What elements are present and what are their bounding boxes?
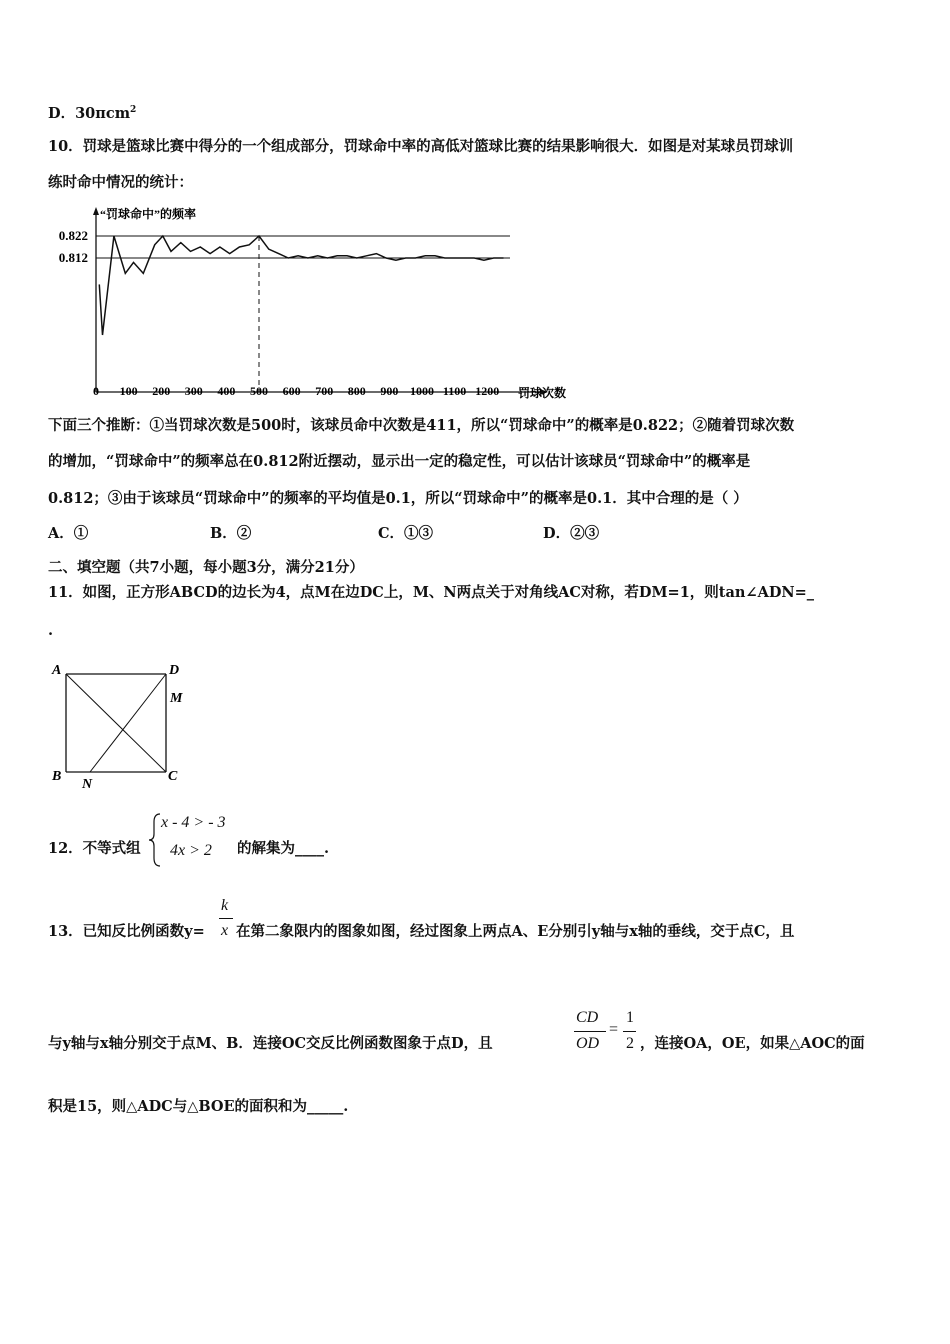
x-tick-500: 500 — [250, 384, 268, 398]
y-axis-arrow — [93, 207, 99, 215]
x-tick-100: 100 — [119, 384, 138, 398]
q13-fraction-two: 2 — [626, 1035, 634, 1052]
x-tick-1000: 1000 — [410, 384, 434, 398]
q12-inequality-1: x - 4 > - 3 — [161, 814, 226, 831]
q10-option-d: D．②③ — [543, 525, 600, 542]
q13-fraction-one: 1 — [626, 1009, 634, 1026]
q13-fraction-x: x — [221, 922, 229, 939]
x-tick-1100: 1100 — [442, 384, 467, 398]
y-axis-label: “罚球命中”的频率 — [100, 207, 197, 221]
q13-fraction-bar — [219, 918, 233, 919]
q13-fraction-cd: CD — [576, 1009, 599, 1026]
q13-fraction-od: OD — [576, 1035, 600, 1052]
q13-fraction-k: k — [221, 897, 229, 914]
x-tick-400: 400 — [217, 384, 236, 398]
free-throw-chart — [40, 202, 570, 402]
q10-para1: 下面三个推断：①当罚球次数是500时，该球员命中次数是411，所以“罚球命中”的概率是0.822；②随着罚球次数 — [48, 417, 795, 434]
label-a: A — [52, 663, 62, 678]
q13-fraction-half-bar — [623, 1031, 636, 1032]
x-axis-label: 罚球次数 — [518, 386, 567, 400]
q10-para3: 0.812；③由于该球员“罚球命中”的频率的平均值是0.1，所以“罚球命中”的概率是0.1．其中合理的是（ ） — [48, 490, 748, 507]
q11-tail: . — [48, 622, 54, 639]
x-tick-0: 0 — [93, 384, 99, 398]
q12-suffix: 的解集为____. — [237, 840, 330, 857]
x-tick-200: 200 — [152, 384, 171, 398]
x-tick-300: 300 — [184, 384, 203, 398]
q12-brace — [148, 812, 162, 868]
x-tick-700: 700 — [315, 384, 334, 398]
diagonal-ac — [66, 674, 166, 772]
q13-line2-suffix: ，连接OA，OE，如果△AOC的面 — [640, 1035, 865, 1052]
q12-prefix: 12．不等式组 — [48, 840, 141, 857]
q13-equals: = — [609, 1021, 619, 1038]
q13-line2-prefix: 与y轴与x轴分别交于点M、B．连接OC交反比例函数图象于点D，且 — [48, 1035, 493, 1052]
section2-heading: 二、填空题（共7小题，每小题3分，满分21分） — [48, 559, 364, 576]
x-tick-1200: 1200 — [475, 384, 500, 398]
label-m: M — [170, 691, 183, 706]
label-c: C — [168, 769, 178, 784]
label-n: N — [82, 777, 93, 790]
q10-para2: 的增加，“罚球命中”的频率总在0.812附近摆动，显示出一定的稳定性，可以估计该球员“罚球命中”的概率是 — [48, 453, 751, 470]
q13-line1-suffix: 在第二象限内的图象如图，经过图象上两点A、E分别引y轴与x轴的垂线，交于点C，且 — [236, 923, 795, 940]
q11-text: 11．如图，正方形ABCD的边长为4，点M在边DC上，M、N两点关于对角线AC对称，若DM=1，则tan∠ADN=_ — [48, 584, 815, 601]
q13-fraction-cd-od-bar — [574, 1031, 606, 1032]
q10-option-b: B．② — [210, 525, 252, 542]
q10-option-a: A．① — [48, 525, 89, 542]
q10-text-line2: 练时命中情况的统计： — [48, 174, 193, 191]
x-tick-600: 600 — [282, 384, 301, 398]
series-line — [99, 236, 503, 335]
y-tick-0812: 0.812 — [58, 250, 88, 265]
y-tick-0822: 0.822 — [58, 228, 88, 243]
x-ticks — [93, 384, 499, 398]
q12-inequality-2: 4x > 2 — [170, 842, 212, 859]
q10-option-c: C．①③ — [378, 525, 434, 542]
segment-dn — [90, 674, 166, 772]
q9-option-d-text: D．30πcm — [48, 105, 131, 122]
q13-line3: 积是15，则△ADC与△BOE的面积和为_____. — [48, 1098, 349, 1115]
x-tick-800: 800 — [347, 384, 366, 398]
label-d: D — [169, 663, 180, 678]
q10-text-line1: 10．罚球是篮球比赛中得分的一个组成部分，罚球命中率的高低对篮球比赛的结果影响很大．如图是对某球员罚球训 — [48, 138, 794, 155]
q13-line1-prefix: 13．已知反比例函数y= — [48, 923, 205, 940]
q9-option-d-exponent: 2 — [130, 105, 137, 116]
q9-option-d — [48, 104, 136, 124]
q11-square-figure — [46, 660, 206, 790]
x-tick-900: 900 — [380, 384, 399, 398]
label-b: B — [52, 769, 62, 784]
